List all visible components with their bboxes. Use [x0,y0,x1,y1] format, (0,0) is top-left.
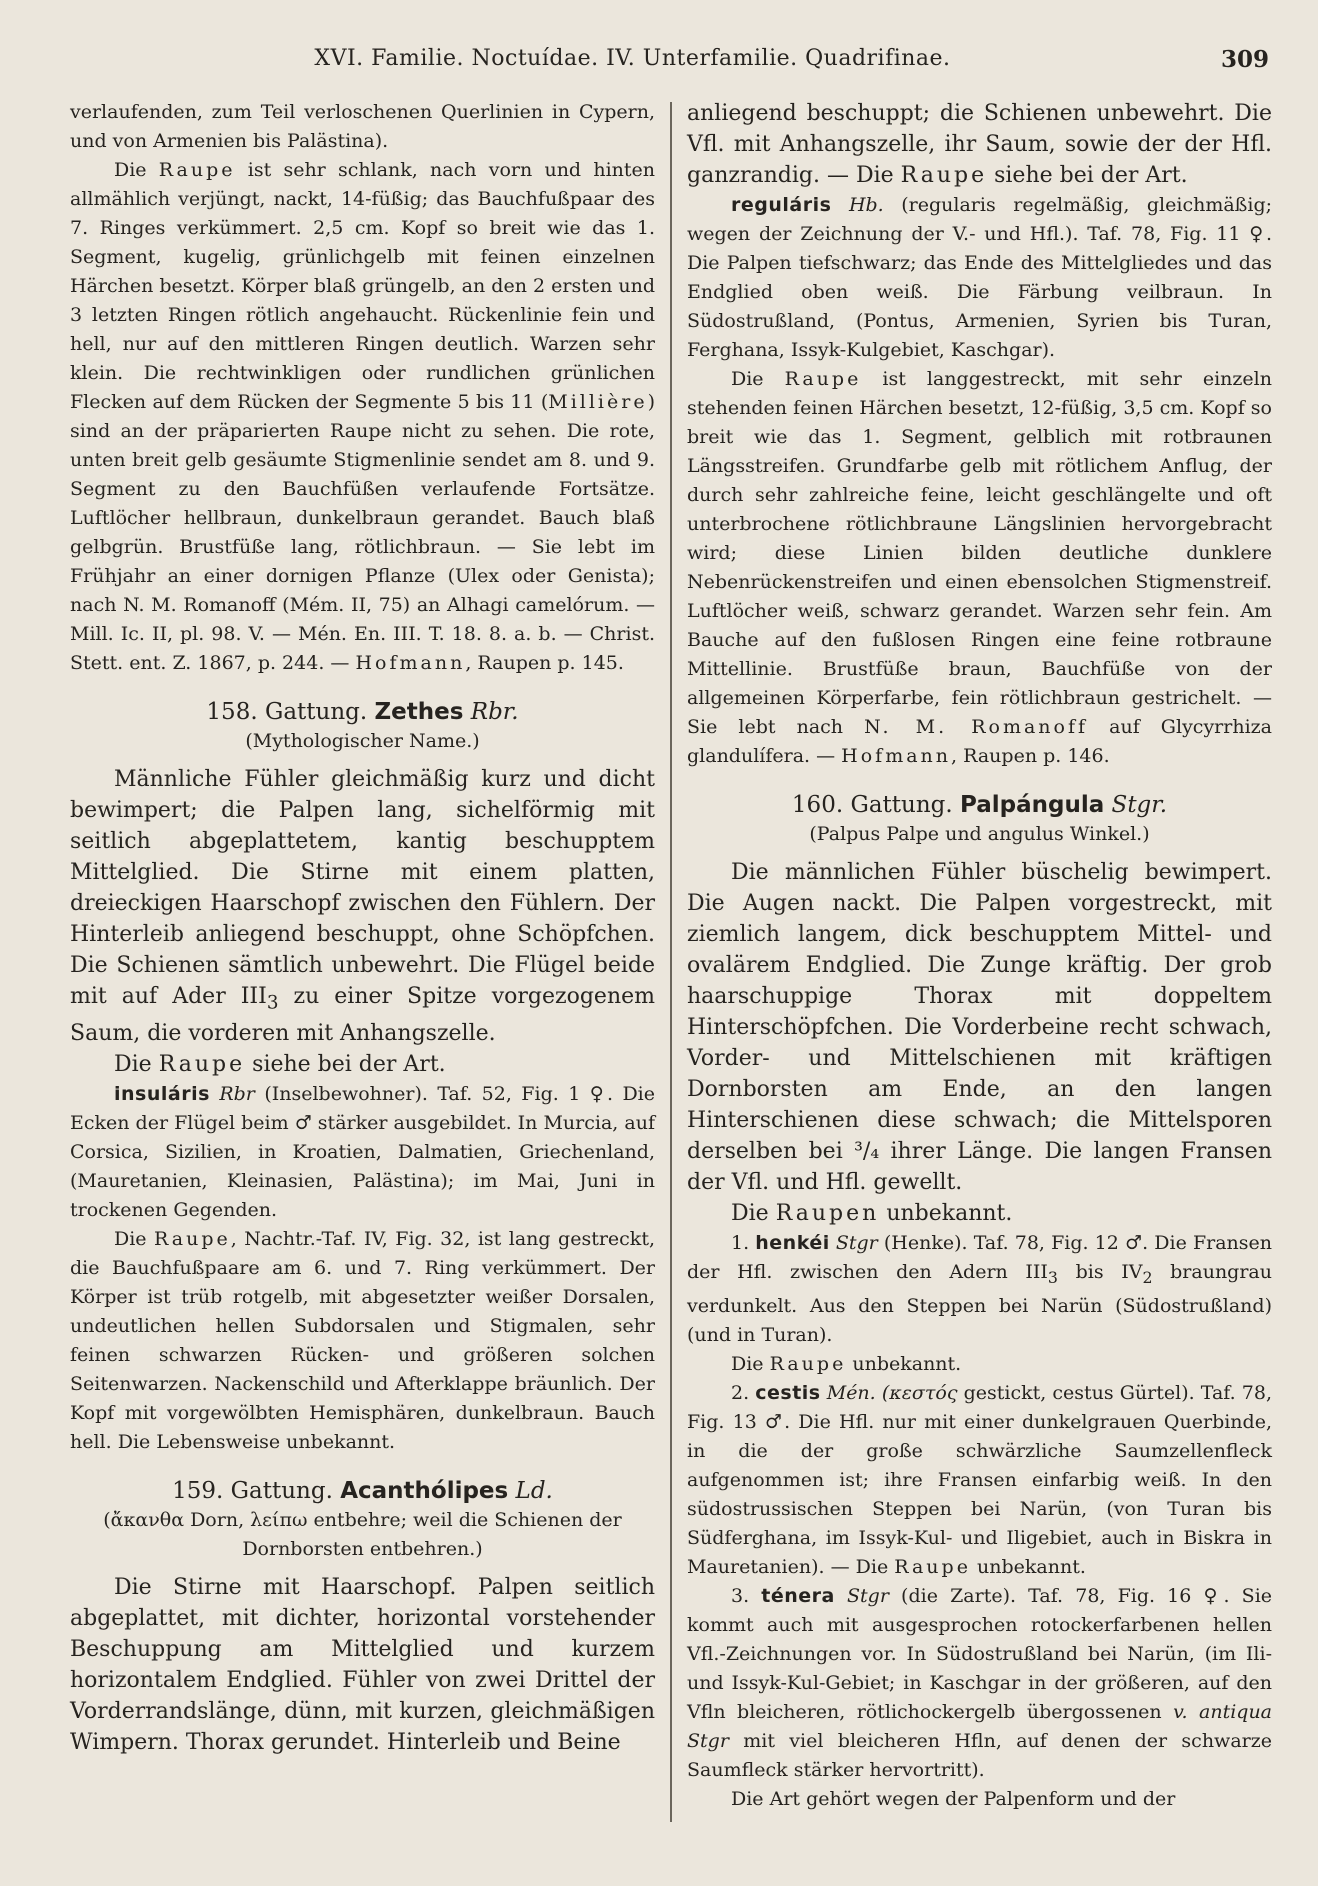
genus-etymology: (ἄκανθα Dorn, λείπω entbehre; weil die Schienen der Dornborsten entbehren.) [103,1509,622,1561]
paragraph: Die Raupe siehe bei der Art. [114,1052,446,1078]
genus-heading-160: 160. Gattung. Palpángula Stgr. [791,792,1168,818]
genus-heading-158: 158. Gattung. Zethes Rbr. [206,699,519,725]
genus-description: Die männlichen Fühler büschelig bewimpert. Die Augen nackt. Die Palpen vorgestreckt, mit ziemlich langem, dick beschupptem Mittel- und ovalärem Endglied. Die Zunge kräftig. Der grob haarschuppige Thorax mit doppeltem Hinterschöpfchen. Die Vorderbeine recht schwach, Vorder- und Mittelschienen mit kräftigen Dornborsten am Ende, an den langen Hinterschienen diese schwach; die Mittelsporen derselben bei ³/₄ ihrer Länge. Die langen Fransen der Vfl. und Hfl. gewellt. [687,860,1272,1195]
species-entry-tenera: 3. ténera Stgr (die Zarte). Taf. 78, Fig. 16 ♀. Sie kommt auch mit ausgesprochen rotockerfarbenen hellen Vfl.-Zeichnungen vor. In Südostrußland bei Narün, (im Ili- und Issyk-Kul-Gebiet; in Kaschgar in der größeren, auf den Vfln bleicheren, rötlichockergelb übergossenen v. antiqua Stgr mit viel bleicheren Hfln, auf denen der schwarze Saumfleck stärker hervortritt). [687,1584,1273,1781]
genus-heading-159: 159. Gattung. Acanthólipes Ld. [172,1478,553,1505]
header-title: XVI. Familie. Noctuídae. IV. Unterfamilie. Quadrifinae. [314,46,951,71]
species-entry-cestis: 2. cestis Mén. (κεστός gestickt, cestus Gürtel). Taf. 78, Fig. 13 ♂. Die Hfl. nur mit einer dunkelgrauen Querbinde, in die der große schwärzliche Saumzellenfleck aufgenommen ist; ihre Fransen einfarbig weiß. In den südostrussischen Steppen bei Narün, (von Turan bis Südferghana, im Issyk-Kul- und Iligebiet, auch in Biskra in Mauretanien). — Die Raupe unbekannt. [687,1381,1273,1578]
paragraph-raupe-description: Die Raupe, Nachtr.-Taf. IV, Fig. 32, ist lang gestreckt, die Bauchfußpaare am 6. und 7. Ring verkümmert. Der Körper ist trüb rotgelb, mit abgesetzter weißer Dorsalen, undeutlichen hellen Subdorsalen und Stigmalen, sehr feinen schwarzen Rücken- und größeren solchen Seitenwarzen. Nackenschild und Afterklappe bräunlich. Der Kopf mit vorgewölbten Hemisphären, dunkelbraun. Bauch hell. Die Lebensweise unbekannt. [70,1228,655,1454]
species-entry-henkei: 1. henkéi Stgr (Henke). Taf. 78, Fig. 12 ♂. Die Fransen der Hfl. zwischen den Adern $III_3$ bis $IV_2$ braungrau verdunkelt. Aus den Steppen bei Narün (Südostrußland) (und in Turan). [687,1232,1273,1346]
paragraph: anliegend beschuppt; die Schienen unbewehrt. Die Vfl. mit Anhangszelle, ihr Saum, sowie der der Hfl. ganzrandig. — Die Raupe siehe bei der Art. [687,101,1272,188]
genus-etymology: (Mythologischer Name.) [245,730,480,752]
genus-etymology: (Palpus Palpe und angulus Winkel.) [809,823,1150,845]
running-header [70,46,1275,86]
genus-description: Männliche Fühler gleichmäßig kurz und dicht bewimpert; die Palpen lang, sichelförmig mit seitlich abgeplattetem, kantig beschupptem Mittelglied. Die Stirne mit einem platten, dreieckigen Haarschopf zwischen den Fühlern. Der Hinterleib anliegend beschuppt, ohne Schöpfchen. Die Schienen sämtlich unbewehrt. Die Flügel beide mit auf Ader $III_3$ zu einer Spitze vorgezogenem Saum, die vorderen mit Anhangszelle. [70,767,655,1047]
species-entry-insularis: insuláris Rbr (Inselbewohner). Taf. 52, Fig. 1 ♀. Die Ecken der Flügel beim ♂ stärker ausgebildet. In Murcia, auf Corsica, Sizilien, in Kroatien, Dalmatien, Griechenland, (Mauretanien, Kleinasien, Palästina); im Mai, Juni in trockenen Gegenden. [70,1083,655,1222]
paragraph-raupe-description: Die Raupe ist sehr schlank, nach vorn und hinten allmählich verjüngt, nackt, 14-füßig; das Bauchfußpaar des 7. Ringes verkümmert. 2,5 cm. Kopf so breit wie das 1. Segment, kugelig, grünlichgelb mit feinen einzelnen Härchen besetzt. Körper blaß grüngelb, an den 2 ersten und 3 letzten Ringen rötlich angehaucht. Rückenlinie fein und hell, nur auf den mittleren Ringen deutlich. Warzen sehr klein. Die rechtwinkligen oder rundlichen grünlichen Flecken auf dem Rücken der Segmente 5 bis 11 (Millière) sind an der präparierten Raupe nicht zu sehen. Die rote, unten breit gelb gesäumte Stigmenlinie sendet am 8. und 9. Segment zu den Bauchfüßen verlaufende Fortsätze. Luftlöcher hellbraun, dunkelbraun gerandet. Bauch blaß gelbgrün. Brustfüße lang, rötlichbraun. — Sie lebt im Frühjahr an einer dornigen Pflanze (Ulex oder Genista); nach N. M. Romanoff (Mém. II, 75) an Alhagi camelórum. — Mill. Ic. II, pl. 98. V. — Mén. En. III. T. 18. 8. a. b. — Christ. Stett. ent. Z. 1867, p. 244. — Hofmann, Raupen p. 145. [70,159,655,674]
right-column [687,98,1272,1814]
page-number: 309 [1220,46,1269,73]
genus-description: Die Stirne mit Haarschopf. Palpen seitlich abgeplattet, mit dichter, horizontal vorstehender Beschuppung am Mittelglied und kurzem horizontalem Endglied. Fühler von zwei Drittel der Vorderrandslänge, dünn, mit kurzen, gleichmäßigen Wimpern. Thorax gerundet. Hinterleib und Beine [70,1575,655,1756]
paragraph: Die Art gehört wegen der Palpenform und der [731,1787,1176,1810]
species-entry-regularis: reguláris Hb. (regularis regelmäßig, gleichmäßig; wegen der Zeichnung der V.- und Hfl.). Taf. 78, Fig. 11 ♀. Die Palpen tiefschwarz; das Ende des Mittelgliedes und das Endglied oben weiß. Die Färbung veilbraun. In Südostrußland, (Pontus, Armenien, Syrien bis Turan, Ferghana, Issyk-Kulgebiet, Kaschgar). [687,194,1273,361]
column-divider [670,102,672,1822]
paragraph: Die Raupen unbekannt. [731,1201,1013,1226]
paragraph: Die Raupe unbekannt. [731,1352,962,1375]
left-column [70,98,655,1758]
paragraph: verlaufenden, zum Teil verloschenen Querlinien in Cypern, und von Armenien bis Palästina). [70,101,655,152]
paragraph-raupe-description: Die Raupe ist langgestreckt, mit sehr einzeln stehenden feinen Härchen besetzt, 12-füßig, 3,5 cm. Kopf so breit wie das 1. Segment, gelblich mit rotbraunen Längsstreifen. Grundfarbe gelb mit rötlichem Anflug, der durch sehr zahlreiche feine, leicht geschlängelte und oft unterbrochene rötlichbraune Längslinien hervorgebracht wird; diese Linien bilden deutliche dunklere Nebenrückenstreifen und einen ebensolchen Stigmenstreif. Luftlöcher weiß, schwarz gerandet. Warzen sehr fein. Am Bauche auf den fußlosen Ringen eine feine rotbraune Mittellinie. Brustfüße braun, Bauchfüße von der allgemeinen Körperfarbe, fein rötlichbraun gestrichelt. — Sie lebt nach N. M. Romanoff auf Glycyrrhiza glandulífera. — Hofmann, Raupen p. 146. [687,368,1272,767]
